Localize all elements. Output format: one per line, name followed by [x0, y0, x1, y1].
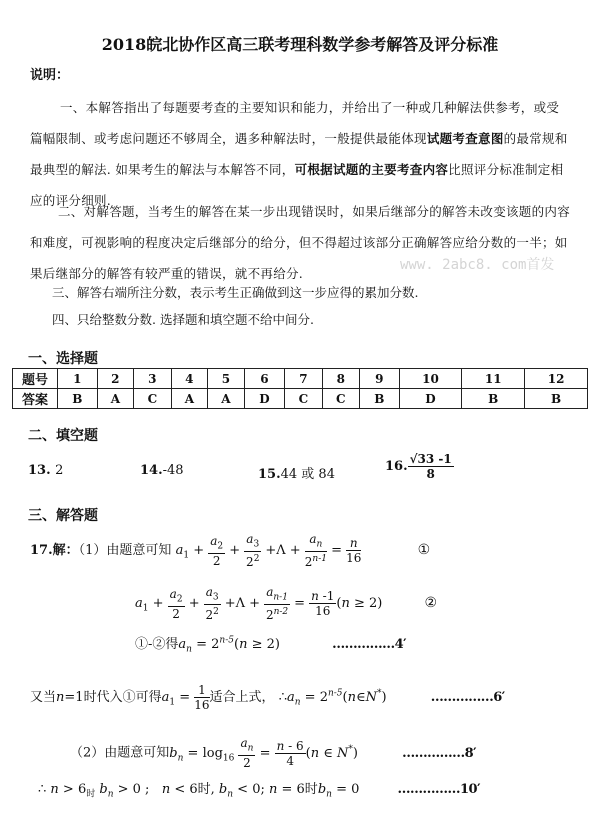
q17-line3-text: ①-②得: [135, 637, 179, 652]
q17-line-5: [70, 736, 476, 770]
table-row-answers: [13, 389, 588, 409]
q17-part2-label: （2）: [70, 745, 105, 761]
p1-text-b: 的最常规和最典型的解法. 如果考生的解法与本解答不同，: [30, 131, 568, 177]
q17-line-6: [38, 778, 480, 800]
equation-a1: $a_1$ = $\frac{1}{16}$: [161, 683, 210, 712]
row-header-number: 题号: [13, 369, 58, 389]
question-number: 11: [462, 369, 525, 389]
q17-line1-text: 由题意可知: [106, 543, 172, 559]
q17-line4-text-a: 又当: [30, 690, 57, 705]
question-number: 5: [208, 369, 245, 389]
question-number: 1: [58, 369, 98, 389]
score-6: ……………6′: [430, 690, 505, 705]
q14-label: 14.: [140, 463, 163, 478]
question-number: 3: [134, 369, 171, 389]
answer-cell: A: [208, 389, 245, 409]
fill-answer-14: [140, 463, 184, 478]
answer-cell: A: [97, 389, 134, 409]
q16-numerator: √33 -1: [409, 452, 452, 466]
question-number: 10: [399, 369, 462, 389]
watermark: www. 2abc8. com首发: [400, 257, 555, 273]
answer-cell: D: [399, 389, 462, 409]
equation-6: ∴ $n > 6_时$ $b_n > 0$ ; n < 6时, $b_n < 0$; n = 6时$b_n = 0$: [38, 782, 360, 800]
section-heading-solutions: 三、解答题: [28, 508, 98, 524]
equation-2: $a_1$ + $\frac{a_2}{2}$ + $\frac{a_3}{2^2}$ +Λ + $\frac{a_{n-1}}{2^{n-2}}$ = $\frac{n -1}{16}$ (n ≥ 2): [135, 585, 383, 623]
q17-line-3: [135, 633, 406, 655]
equation-1: $a_1$ + $\frac{a_2}{2}$ + $\frac{a_3}{2^2}$ +Λ + $\frac{a_n}{2^{n-1}}$ = $\frac{n}{16}$: [175, 532, 362, 570]
fill-answer-13: [28, 463, 63, 478]
equation-4: $\therefore a_n$ = $2^{n-5}(n\in N^*)$: [278, 688, 387, 708]
question-number: 7: [285, 369, 322, 389]
answer-cell: B: [58, 389, 98, 409]
q17-line-2: [135, 585, 437, 622]
p1-bold-a: 试题考查意图: [426, 131, 504, 146]
question-number: 8: [322, 369, 359, 389]
shi-subscript: 时: [86, 789, 96, 800]
p1-bold-b: 可根据试题的主要考查内容: [294, 162, 449, 177]
q16-denominator: 8: [426, 467, 435, 481]
fill-answer-15: [258, 463, 335, 482]
q16-label: 16.: [385, 459, 408, 474]
fill-answer-16: [385, 452, 454, 481]
equation-5: $b_n = \log_{16}$ $\frac{a_n}{2}$ = $\frac{n - 6}{4}$ (n ∈ N*): [169, 736, 358, 771]
explanation-heading: 说明：: [30, 68, 70, 83]
q13-answer: 2: [55, 463, 64, 478]
q13-label: 13.: [28, 463, 51, 478]
score-4: ……………4′: [332, 637, 407, 652]
q14-answer: -48: [162, 463, 184, 478]
document-title: 2018皖北协作区高三联考理科数学参考解答及评分标准: [101, 35, 499, 54]
explanation-paragraph-4: 四、只给整数分数. 选择题和填空题不给中间分.: [52, 312, 314, 327]
score-8: ……………8′: [402, 745, 477, 761]
q15-label: 15.: [258, 467, 281, 482]
question-number: 4: [171, 369, 208, 389]
section-heading-fill-in: 二、填空题: [28, 428, 98, 444]
q17-line4-text-b: 时代入①可得: [83, 690, 162, 705]
equation-3: $a_n = 2^{n-5}(n \ge 2)$: [178, 635, 280, 655]
answer-cell: B: [462, 389, 525, 409]
answer-table: [12, 368, 588, 409]
score-10: ……………10′: [397, 782, 481, 797]
answer-cell: A: [171, 389, 208, 409]
q15-answer: 44 或 84: [280, 467, 335, 482]
q17-line-4: 又当n=1时代入①可得$a_1$ = $\frac{1}{16}$ 适合上式， $\therefore a_n$ = $2^{n-5}(n\in N^*)$ ……………6′: [30, 683, 505, 712]
explanation-paragraph-2: 二、对解答题，当考生的解答在某一步出现错误时，如果后继部分的解答未改变该题的内容和难度，可视影响的程度决定后继部分的给分，但不得超过该部分正确解答应给分数的一半；如果后继部分的解答有较严重的错误，就不再给分.: [30, 204, 571, 281]
q17-line5-text: 由题意可知: [104, 745, 170, 761]
question-number: 2: [97, 369, 134, 389]
question-number: 6: [244, 369, 284, 389]
row-header-answer: 答案: [13, 389, 58, 409]
question-number: 9: [360, 369, 400, 389]
table-row-numbers: [13, 369, 588, 389]
q16-fraction: [408, 452, 454, 481]
equation-n-eq-1: n: [56, 690, 65, 705]
q17-line-1: [30, 532, 430, 569]
answer-cell: C: [285, 389, 322, 409]
answer-cell: C: [134, 389, 171, 409]
q17-line4-text-c: 适合上式，: [209, 690, 275, 705]
q17-part1-label: （1）: [78, 543, 107, 559]
answer-cell: D: [244, 389, 284, 409]
section-heading-multiple-choice: 一、选择题: [28, 351, 98, 367]
answer-cell: C: [322, 389, 359, 409]
answer-cell: B: [360, 389, 400, 409]
p1-text-a: 一、本解答指出了每题要考查的主要知识和能力，并给出了一种或几种解法供参考，或受篇幅限制、或考虑问题还不够周全，遇多种解法时，一般提供最能体现: [30, 100, 560, 146]
explanation-paragraph-3: 三、解答右端所注分数，表示考生正确做到这一步应得的累加分数.: [52, 285, 419, 300]
equation-marker-2: ②: [424, 595, 438, 612]
equation-marker-1: ①: [417, 542, 431, 559]
p1-text-c: 比照评分标准制定相应的评分细则.: [30, 162, 564, 208]
q17-label: 17.解：: [30, 543, 79, 559]
question-number: 12: [525, 369, 588, 389]
answer-cell: B: [525, 389, 588, 409]
